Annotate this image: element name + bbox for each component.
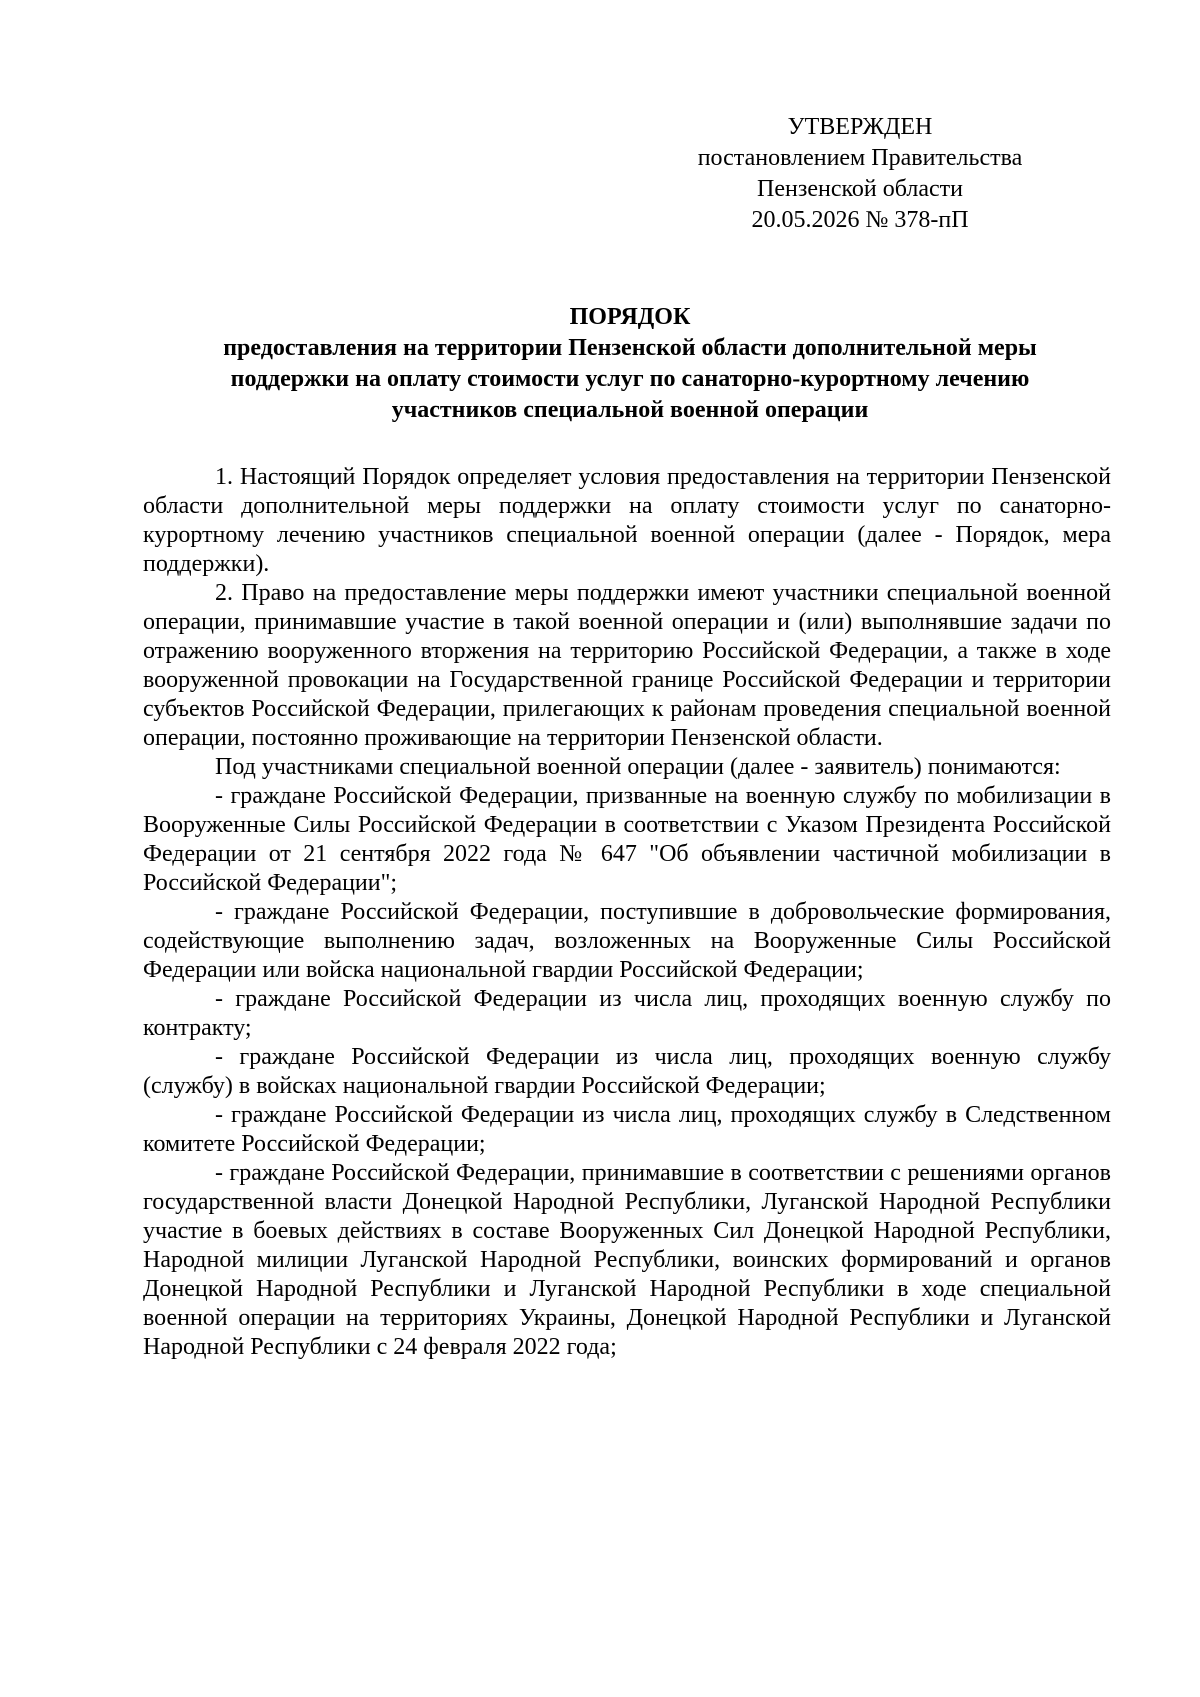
- document-body: [143, 463, 1111, 1362]
- list-item-volunteers: - граждане Российской Федерации, поступившие в добровольческие формирования, содействующие выполнению задач, возложенных на Вооруженные Силы Российской Федерации или войска национальной гвардии Российской Федерации;: [143, 899, 1111, 983]
- approval-stamp: [640, 112, 1080, 236]
- approval-status: УТВЕРЖДЕН: [787, 114, 933, 140]
- paragraph-1: 1. Настоящий Порядок определяет условия предоставления на территории Пензенской области дополнительной меры поддержки на оплату стоимости услуг по санаторно-курортному лечению участников специальной военной операции (далее - Порядок, мера поддержки).: [143, 464, 1111, 577]
- approval-decree-type: постановлением Правительства: [697, 145, 1023, 171]
- paragraph-participants-intro: Под участниками специальной военной операции (далее - заявитель) понимаются:: [215, 754, 1061, 780]
- approval-date-number: 20.05.2026 № 378-пП: [751, 207, 969, 233]
- title-line-1: предоставления на территории Пензенской области дополнительной меры: [223, 335, 1037, 361]
- document-title: [120, 302, 1140, 426]
- list-item-mobilized: - граждане Российской Федерации, призванные на военную службу по мобилизации в Вооруженные Силы Российской Федерации в соответствии с Указом Президента Российской Федерации от 21 сентября 2022 года № 647 "Об объявлении частичной мобилизации в Российской Федерации";: [143, 783, 1111, 896]
- list-item-dnr-lnr: - граждане Российской Федерации, принимавшие в соответствии с решениями органов государственной власти Донецкой Народной Республики, Луганской Народной Республики участие в боевых действиях в составе Вооруженных Сил Донецкой Народной Республики, Народной милиции Луганской Народной Республики, воинских формирований и органов Донецкой Народной Республики и Луганской Народной Республики в ходе специальной военной операции на территориях Украины, Донецкой Народной Республики и Луганской Народной Республики с 24 февраля 2022 года;: [143, 1160, 1111, 1360]
- list-item-investigative-committee: - граждане Российской Федерации из числа лиц, проходящих службу в Следственном комитете Российской Федерации;: [143, 1102, 1111, 1157]
- title-line-3: участников специальной военной операции: [391, 397, 869, 423]
- title-heading: ПОРЯДОК: [569, 304, 691, 330]
- list-item-national-guard: - граждане Российской Федерации из числа лиц, проходящих военную службу (службу) в войсках национальной гвардии Российской Федерации;: [143, 1044, 1111, 1099]
- title-line-2: поддержки на оплату стоимости услуг по санаторно-курортному лечению: [230, 366, 1030, 392]
- list-item-contract: - граждане Российской Федерации из числа лиц, проходящих военную службу по контракту;: [143, 986, 1111, 1041]
- paragraph-2: 2. Право на предоставление меры поддержки имеют участники специальной военной операции, принимавшие участие в такой военной операции и (или) выполнявшие задачи по отражению вооруженного вторжения на территорию Российской Федерации, а также в ходе вооруженной провокации на Государственной границе Российской Федерации и территории субъектов Российской Федерации, прилегающих к районам проведения специальной военной операции, постоянно проживающие на территории Пензенской области.: [143, 580, 1111, 751]
- approval-region: Пензенской области: [757, 176, 963, 202]
